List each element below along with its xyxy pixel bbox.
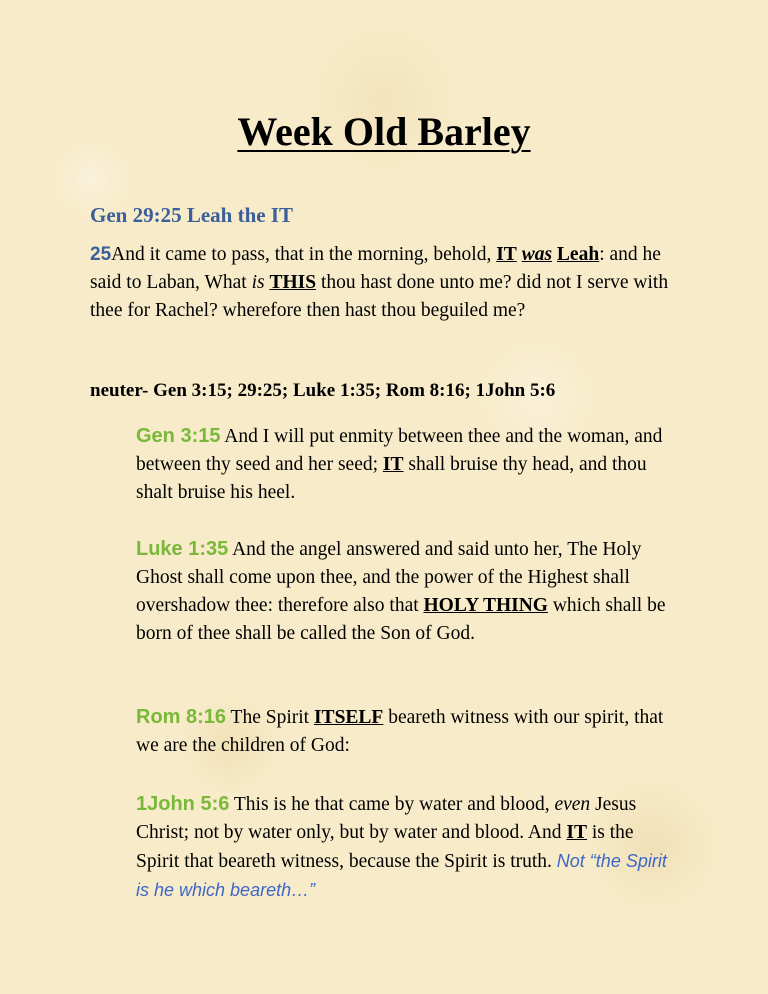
- reference-list: neuter- Gen 3:15; 29:25; Luke 1:35; Rom 8:16; 1John 5:6: [90, 380, 556, 401]
- verse-text-part: shall bruise thy head, and thou shalt bruise his heel.: [136, 454, 647, 503]
- gen-29-25-verse: [90, 241, 690, 325]
- verse-text-part: thou hast done unto me? did not I serve with thee for Rachel? wherefore then hast thou beguiled me?: [90, 272, 669, 321]
- emphasis-was: was: [521, 244, 553, 265]
- verse-number: 25: [90, 244, 112, 265]
- emphasis-word: ITSELF: [313, 707, 384, 728]
- emphasis-word: IT: [566, 822, 587, 843]
- verse-text-part: which shall be born of thee shall be called the Son of God.: [136, 595, 666, 644]
- verse-text-part: And I will put enmity between thee and the woman, and between thy seed and her seed;: [136, 426, 663, 475]
- verse-text-part: The Spirit: [226, 707, 314, 728]
- section-heading: Gen 29:25 Leah the IT: [90, 203, 294, 227]
- verse-reference: Luke 1:35: [136, 538, 229, 560]
- commentary-note: Not “the Spirit is he which beareth…”: [136, 851, 667, 900]
- page-title: Week Old Barley: [237, 109, 531, 154]
- verse-text-part: : and he said to Laban, What: [90, 244, 661, 293]
- verse-reference: 1John 5:6: [136, 793, 230, 815]
- verse-text-part: And it came to pass, that in the morning, behold,: [111, 244, 497, 265]
- verse-1john-5-6: [136, 790, 681, 905]
- verse-reference: Gen 3:15: [136, 425, 221, 447]
- emphasis-this: THIS: [269, 272, 317, 293]
- verse-text-part: And the angel answered and said unto her, The Holy Ghost shall come upon thee, and the power of the Highest shall overshadow thee: therefore also that: [136, 539, 642, 616]
- verse-reference: Rom 8:16: [136, 706, 227, 728]
- verse-luke-1-35: [136, 535, 681, 648]
- verse-text-part: is the Spirit that beareth witness, because the Spirit is truth.: [136, 822, 634, 872]
- verse-text-part: Jesus Christ; not by water only, but by water and blood. And: [136, 794, 637, 843]
- italic-even: even: [554, 794, 591, 815]
- verse-text-part: beareth witness with our spirit, that we are the children of God:: [136, 707, 664, 756]
- verse-rom-8-16: [136, 703, 681, 760]
- emphasis-it: IT: [496, 244, 517, 265]
- emphasis-leah: Leah: [556, 244, 600, 265]
- emphasis-word: HOLY THING: [423, 595, 548, 616]
- verse-gen-3-15: [136, 422, 681, 507]
- verse-text-part: This is he that came by water and blood,: [229, 794, 555, 815]
- italic-is: is: [251, 272, 265, 293]
- emphasis-word: IT: [382, 454, 404, 475]
